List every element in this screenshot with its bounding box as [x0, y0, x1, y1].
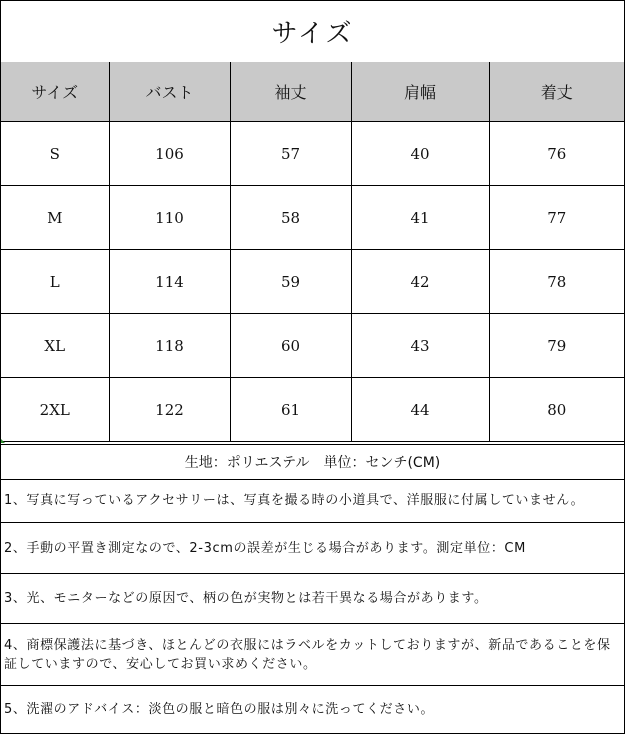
note-text: 5、洗濯のアドバイス：淡色の服と暗色の服は別々に洗ってください。: [4, 702, 435, 717]
header-body-length: 着丈: [489, 62, 624, 122]
cell-bust: 122: [109, 378, 230, 442]
cell-sleeve-length: 61: [230, 378, 351, 442]
cell-body-length: 77: [489, 186, 624, 250]
cell-bust: 110: [109, 186, 230, 250]
cell-sleeve-length: 59: [230, 250, 351, 314]
cell-bust: 118: [109, 314, 230, 378]
cell-body-length: 78: [489, 250, 624, 314]
table-header-row: [1, 62, 624, 122]
note-washing: [1, 686, 624, 733]
cell-shoulder-width: 41: [351, 186, 489, 250]
cell-sleeve-length: 60: [230, 314, 351, 378]
note-color: [1, 574, 624, 624]
note-measurement: [1, 523, 624, 574]
table-row: [1, 122, 624, 186]
cell-shoulder-width: 40: [351, 122, 489, 186]
cell-shoulder-width: 42: [351, 250, 489, 314]
note-text: 2、手動の平置き測定なので、2-3cmの誤差が生じる場合があります。測定単位：CM: [4, 540, 526, 556]
corner-marker: [1, 439, 5, 443]
note-label: [1, 624, 624, 686]
size-table: [1, 62, 624, 442]
table-row: [1, 250, 624, 314]
note-text: 1、写真に写っているアクセサリーは、写真を撮る時の小道具で、洋服服に付属していません。: [4, 493, 585, 508]
cell-bust: 114: [109, 250, 230, 314]
cell-sleeve-length: 58: [230, 186, 351, 250]
cell-shoulder-width: 44: [351, 378, 489, 442]
material-unit-line: 生地：ポリエステル 単位：センチ(CM): [1, 444, 624, 480]
header-shoulder-width: 肩幅: [351, 62, 489, 122]
cell-sleeve-length: 57: [230, 122, 351, 186]
note-text: 4、商標保護法に基づき、ほとんどの衣服にはラベルをカットしておりますが、新品であることを保証していますので、安心してお買い求めください。: [4, 637, 611, 672]
cell-bust: 106: [109, 122, 230, 186]
cell-size: XL: [1, 314, 109, 378]
cell-size: 2XL: [1, 378, 109, 442]
cell-size: M: [1, 186, 109, 250]
table-row: [1, 314, 624, 378]
note-text: 3、光、モニターなどの原因で、柄の色が実物とは若干異なる場合があります。: [4, 591, 488, 606]
cell-size: S: [1, 122, 109, 186]
table-row: [1, 378, 624, 442]
cell-body-length: 80: [489, 378, 624, 442]
note-accessories: [1, 479, 624, 523]
header-sleeve-length: 袖丈: [230, 62, 351, 122]
page-title: サイズ: [1, 1, 624, 63]
cell-shoulder-width: 43: [351, 314, 489, 378]
header-size: サイズ: [1, 62, 109, 122]
table-row: [1, 186, 624, 250]
cell-size: L: [1, 250, 109, 314]
header-bust: バスト: [109, 62, 230, 122]
cell-body-length: 76: [489, 122, 624, 186]
cell-body-length: 79: [489, 314, 624, 378]
